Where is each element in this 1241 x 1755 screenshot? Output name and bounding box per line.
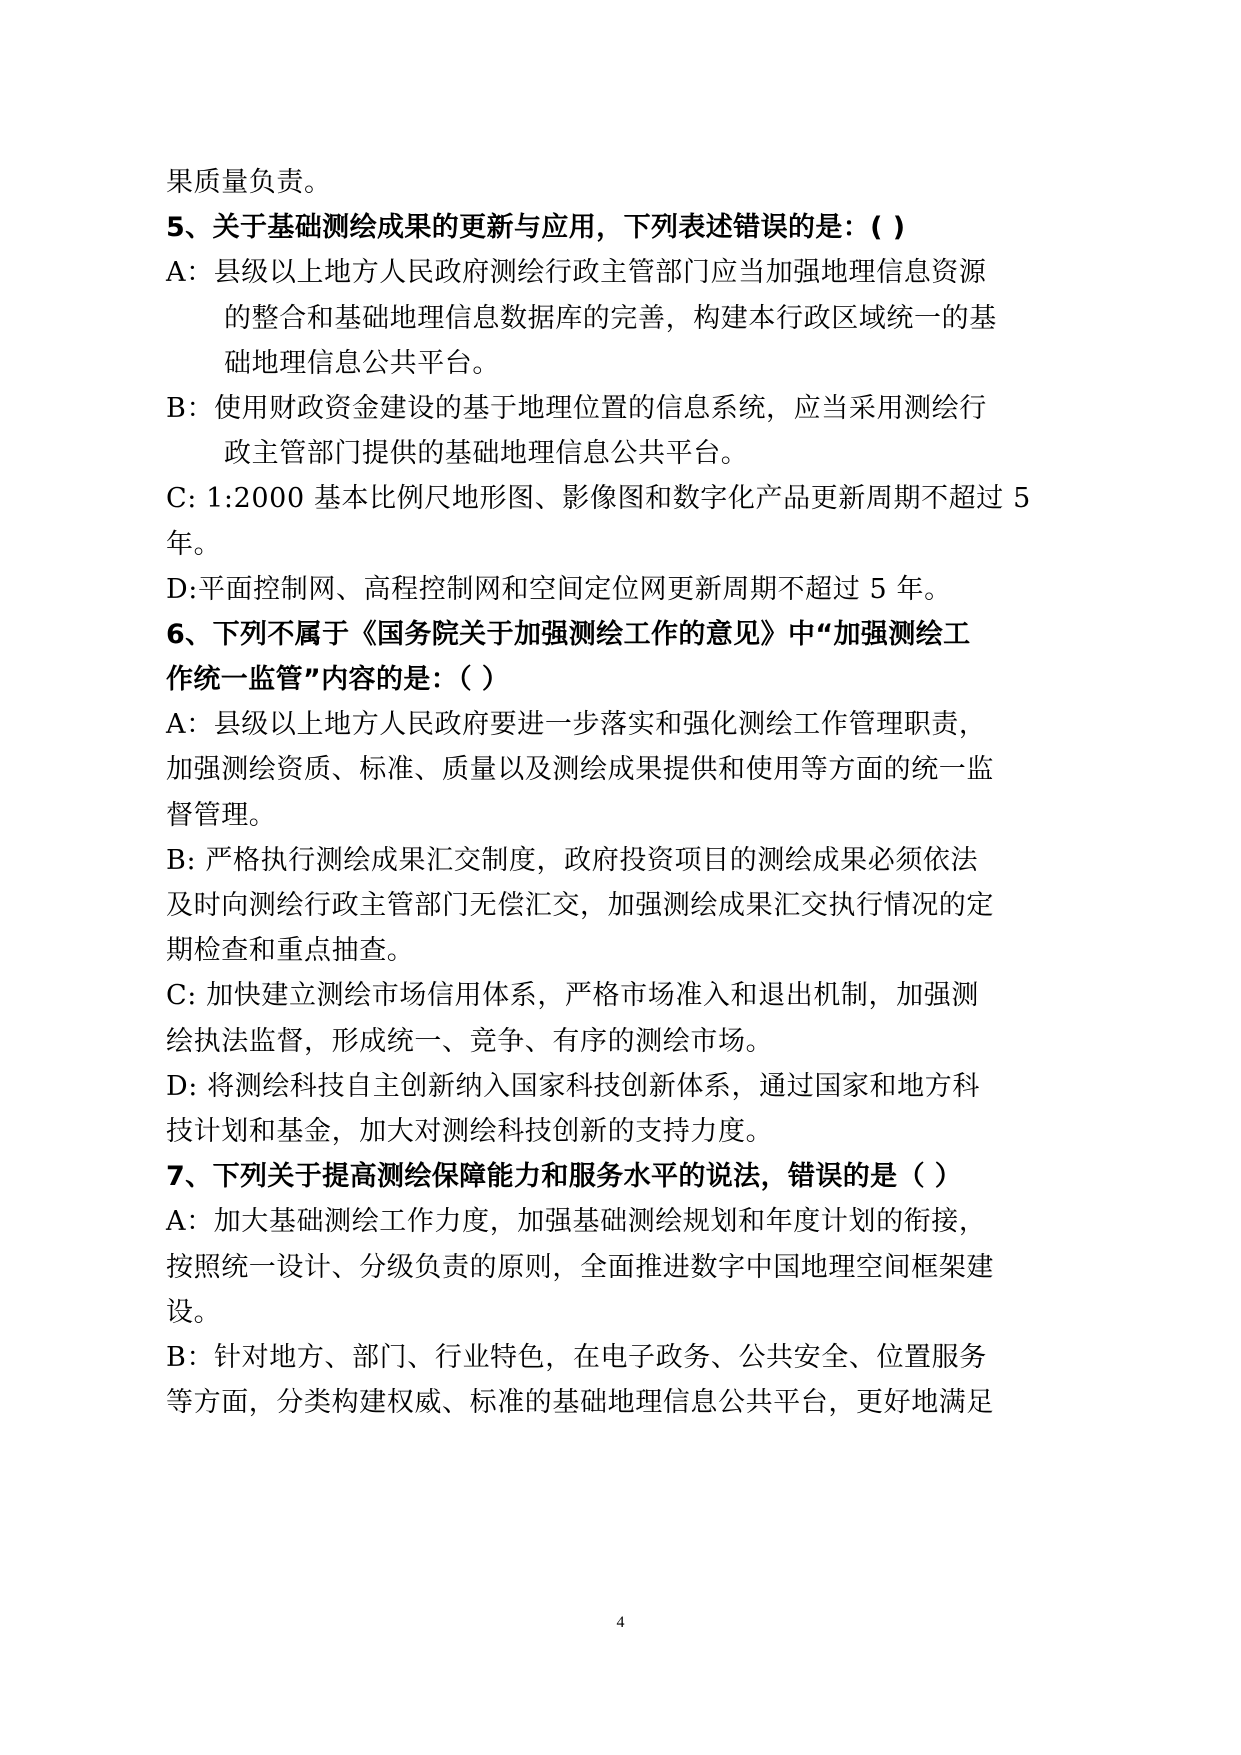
option-continuation-line: 及时向测绘行政主管部门无偿汇交，加强测绘成果汇交执行情况的定	[166, 890, 994, 921]
option-line: B：针对地方、部门、行业特色，在电子政务、公共安全、位置服务	[166, 1341, 987, 1373]
option-continuation-line: 的整合和基础地理信息数据库的完善，构建本行政区域统一的基	[224, 302, 997, 334]
option-continuation-line: 础地理信息公共平台。	[224, 347, 500, 379]
option-continuation-line: 设。	[166, 1296, 222, 1328]
option-line: A：加大基础测绘工作力度，加强基础测绘规划和年度计划的衔接，	[166, 1206, 987, 1238]
option-continuation-line: 加强测绘资质、标准、质量以及测绘成果提供和使用等方面的统一监	[166, 754, 994, 786]
option-line: B: 严格执行测绘成果汇交制度，政府投资项目的测绘成果必须依法	[166, 844, 979, 876]
option-continuation-line: 等方面，分类构建权威、标准的基础地理信息公共平台，更好地满足	[166, 1387, 994, 1419]
option-line: A：县级以上地方人民政府要进一步落实和强化测绘工作管理职责，	[166, 709, 987, 741]
option-continuation-line: 绘执法监督，形成统一、竞争、有序的测绘市场。	[166, 1025, 774, 1057]
document-body	[166, 160, 1086, 1425]
question-line: 7、下列关于提高测绘保障能力和服务水平的说法，错误的是（ ）	[166, 1161, 963, 1193]
option-line: B：使用财政资金建设的基于地理位置的信息系统，应当采用测绘行	[166, 392, 987, 424]
question-line: 作统一监管”内容的是：（ ）	[166, 664, 510, 696]
question-line: 5、关于基础测绘成果的更新与应用，下列表述错误的是：( )	[166, 212, 906, 244]
option-continuation-line: 政主管部门提供的基础地理信息公共平台。	[224, 438, 749, 470]
option-line: D:平面控制网、高程控制网和空间定位网更新周期不超过 5 年。	[166, 573, 952, 605]
option-continuation-line: 督管理。	[166, 799, 277, 831]
option-continuation-line: 年。	[166, 528, 222, 560]
option-continuation-line: 期检查和重点抽查。	[166, 935, 415, 967]
option-line: C: 加快建立测绘市场信用体系，严格市场准入和退出机制，加强测	[166, 980, 979, 1012]
page-number: 4	[616, 1614, 625, 1631]
option-line: C: 1:2000 基本比例尺地形图、影像图和数字化产品更新周期不超过 5	[166, 483, 1031, 515]
text-line: 果质量负责。	[166, 167, 332, 198]
question-line: 6、下列不属于《国务院关于加强测绘工作的意见》中“加强测绘工	[166, 618, 971, 650]
option-continuation-line: 按照统一设计、分级负责的原则，全面推进数字中国地理空间框架建	[166, 1251, 994, 1283]
option-line: D: 将测绘科技自主创新纳入国家科技创新体系，通过国家和地方科	[166, 1070, 980, 1102]
option-continuation-line: 技计划和基金，加大对测绘科技创新的支持力度。	[166, 1115, 774, 1147]
option-line: A：县级以上地方人民政府测绘行政主管部门应当加强地理信息资源	[166, 257, 987, 289]
